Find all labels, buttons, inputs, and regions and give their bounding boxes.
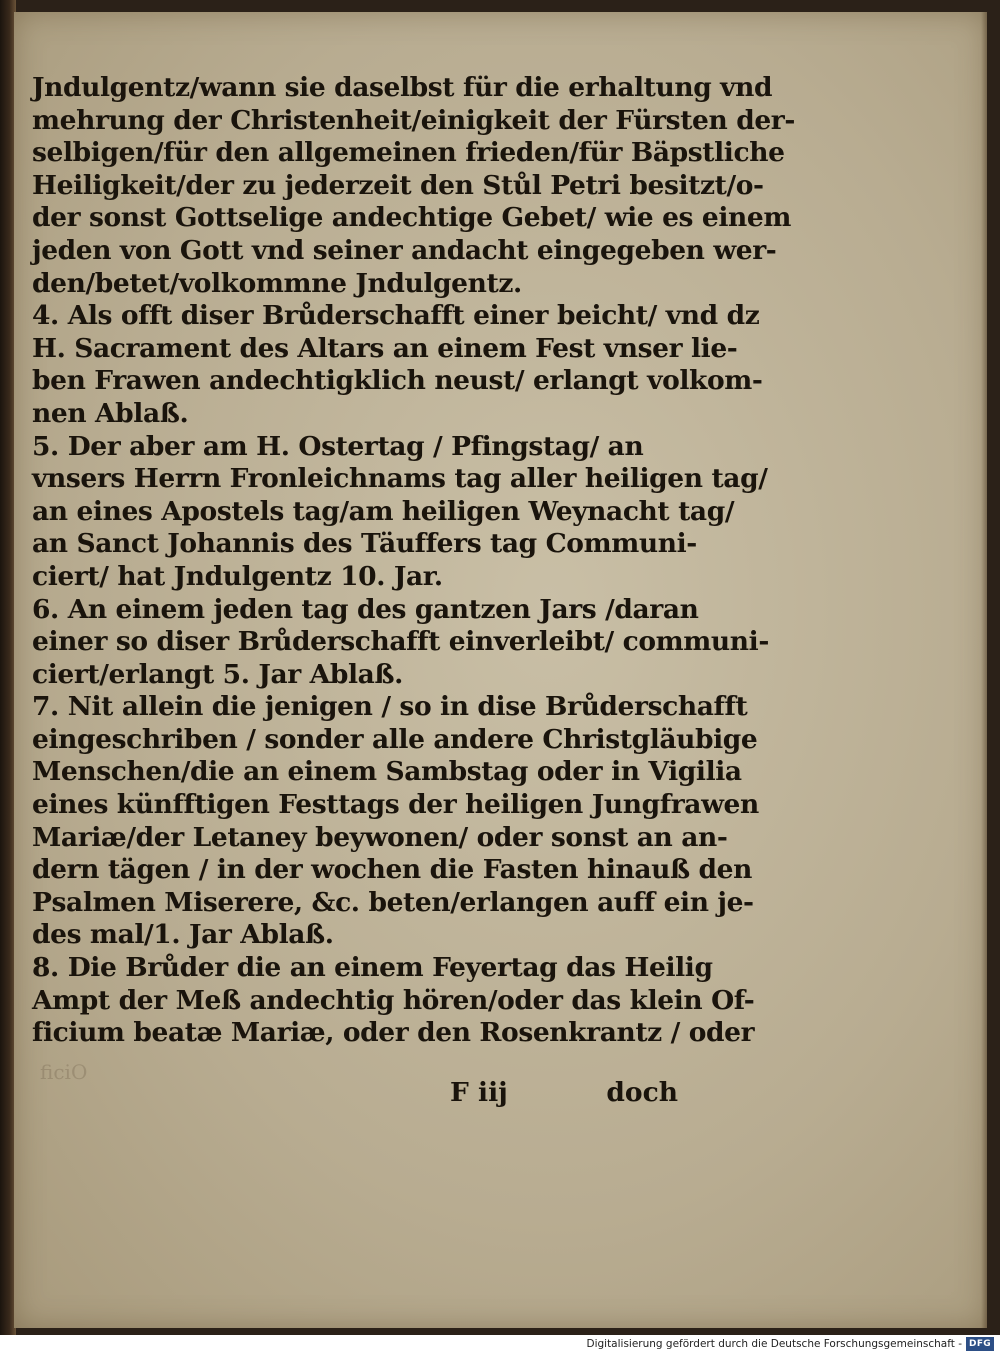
funding-credit: Digitalisierung gefördert durch die Deutsche Forschungsgemeinschaft - — [586, 1338, 962, 1350]
text-line: 5. Der aber am H. Ostertag / Pfingstag/ an — [32, 430, 644, 462]
text-line: Menschen/die an einem Sambstag oder in Vigilia — [32, 756, 742, 788]
text-line: Jndulgentz/wann sie daselbst für die erhaltung vnd — [32, 72, 773, 103]
text-line: mehrung der Christenheit/einigkeit der Fürsten der- — [32, 104, 795, 136]
credit-bar — [0, 1335, 1000, 1354]
bleed-through-text: ficiO — [40, 1060, 88, 1084]
catchword: doch — [606, 1077, 678, 1108]
text-line: ciert/erlangt 5. Jar Ablaß. — [32, 658, 403, 690]
text-line: Psalmen Miserere, &c. beten/erlangen auff ein je- — [32, 886, 754, 918]
text-line: selbigen/für den allgemeinen frieden/für Bäpstliche — [32, 137, 785, 169]
text-line: 4. Als offt diser Brůderschafft einer beicht/ vnd dz — [32, 300, 760, 332]
text-line: eingeschriben / sonder alle andere Christgläubige — [32, 723, 758, 755]
text-line: 6. An einem jeden tag des gantzen Jars /daran — [32, 593, 699, 625]
text-line: nen Ablaß. — [32, 397, 189, 429]
text-line: 8. Die Brůder die an einem Feyertag das Heilig — [32, 952, 713, 984]
text-line: H. Sacrament des Altars an einem Fest vnser lie- — [32, 332, 738, 364]
text-line: einer so diser Brůderschafft einverleibt/ communi- — [32, 626, 769, 658]
text-line: an eines Apostels tag/am heiligen Weynacht tag/ — [32, 495, 735, 527]
text-line: Mariæ/der Letaney beywonen/ oder sonst an an- — [32, 821, 728, 853]
text-line: des mal/1. Jar Ablaß. — [32, 919, 334, 951]
text-line: jeden von Gott vnd seiner andacht eingegeben wer- — [32, 234, 777, 266]
text-line: dern tägen / in der wochen die Fasten hinauß den — [32, 854, 753, 886]
text-line: an Sanct Johannis des Täuffers tag Communi- — [32, 528, 697, 560]
text-line: ciert/ hat Jndulgentz 10. Jar. — [32, 560, 443, 592]
text-line: ficium beatæ Mariæ, oder den Rosenkrantz / oder — [32, 1017, 755, 1049]
page-footer — [32, 1077, 682, 1111]
dfg-logo: DFG — [966, 1337, 994, 1351]
text-line: eines künfftigen Festtags der heiligen Jungfrawen — [32, 789, 759, 821]
text-line: den/betet/volkommne Jndulgentz. — [32, 267, 522, 299]
text-line: vnsers Herrn Fronleichnams tag aller heiligen tag/ — [32, 463, 768, 495]
text-line: Ampt der Meß andechtig hören/oder das klein Of- — [32, 984, 755, 1016]
text-line: der sonst Gottselige andechtige Gebet/ wie es einem — [32, 202, 791, 234]
signature-mark: F iij — [450, 1077, 508, 1108]
text-line: Heiligkeit/der zu jederzeit den Stůl Petri besitzt/o- — [32, 169, 764, 201]
body-text — [32, 72, 795, 1050]
text-line: 7. Nit allein die jenigen / so in dise Brůderschafft — [32, 691, 748, 723]
page-edge-shadow — [981, 12, 987, 1328]
text-line: ben Frawen andechtigklich neust/ erlangt volkom- — [32, 365, 763, 397]
